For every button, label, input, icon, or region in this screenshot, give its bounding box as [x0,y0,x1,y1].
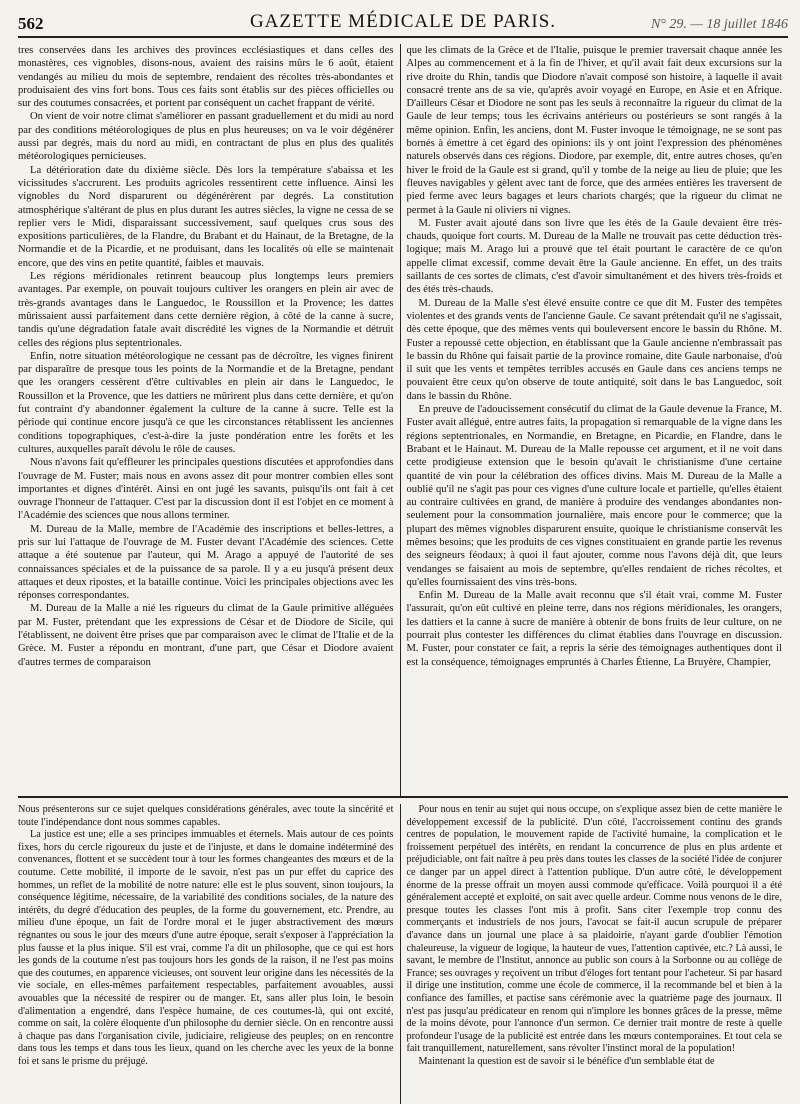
paragraph: Nous présenterons sur ce sujet quelques considérations générales, avec toute la sincérité et toute l'indépendance dont nous sommes capables. [18,804,394,828]
issue-info: N° 29. — 18 juillet 1846 [650,17,788,32]
page-number: 562 [18,14,44,33]
paragraph: Les régions méridionales retinrent beaucoup plus longtemps leurs premiers avantages. Par exemple, on pouvait toujours cultiver les orangers en plein air avec de très-grands avantages dans le Languedoc, le Roussillon et la Provence; les dattes mûrissaient aussi parfaitement dans cette dernière région, à côté de la canne à sucre, tandis qu'une dégradation fatale avait discrédité les vignes de la Normandie et détruit celles des régions plus septentrionales. [18,271,394,349]
lower-right-column [401,804,789,1104]
upper-right-column [401,44,789,796]
paragraph: Enfin, notre situation météorologique ne cessant pas de décroître, les vignes finirent par disparaître de presque tous les points de la Normandie et de la Bretagne, pendant que les orangers cessèrent d'être cultivables en plein air dans le Languedoc, le Roussillon et la Provence, que les dattiers ne mûrirent plus dans cette dernière, et qu'on fut contraint d'y abandonner également la culture de la canne à sucre. Telle est la période qui continue encore jusqu'à ce que les circonstances rétablissent les anciennes conditions topographiques, c'est-à-dire la juste pondération entre les forêts et les cultures, auxquelles paraît dévolu le rôle de causes. [18,350,394,455]
upper-section [18,44,788,798]
paragraph: M. Dureau de la Malle s'est élevé ensuite contre ce que dit M. Fuster des tempêtes violentes et des grands vents de l'ancienne Gaule. Ce savant prétendait qu'il ne s'agissait, dès cette époque, que des mêmes vents qui bouleversent encore le bassin du Rhône. M. Fuster a repoussé cette objection, en établissant que la Gaule ancienne n'embrassait pas le bassin du Rhône qui faisait partie de la province romaine, dite Gaule narbonaise, d'où il suit que les vents et tempêtes terribles accusés en Gaule dans ces anciens temps ne pouvaient être ceux qu'on observe de toute antiquité, soit dans le bas Languedoc, soit dans le bassin du Rhône. [406,297,783,402]
paragraph: que les climats de la Grèce et de l'Italie, puisque le premier traversait chaque année les Alpes au commencement et à la fin de l'hiver, et qu'il avait fait deux excursions sur la rive droite du Rhin, tandis que Diodore n'avait composé son histoire, à laquelle il avait consacré trente ans de sa vie, qu'après avoir voyagé en Europe, en Asie et en Afrique. D'ailleurs César et Diodore ne sont pas les seuls à reconnaître la rigueur du climat de la Gaule de leur temps; tous les écrivains antérieurs ou postérieurs se sont rangés à la même opinion. Enfin, les anciens, dont M. Fuster invoque le témoignage, ne se sont pas bornés à émettre à cet égard des opinions: ils y ont joint l'expression des phénomènes naturels observés dans ces régions. Diodore, par exemple, dit, entre autres choses, qu'en hiver le froid de la Gaule est si grand, qu'il y tombe de la neige au lieu de pluie; que les fleuves navigables y gèlent avec tant de force, que des armées entières les traversent de pied ferme avec leurs bagages et leurs chariots chargés; que la rigueur du climat ne permet à la Gaule ni oliviers ni vignes. [406,45,782,216]
masthead [18,8,788,38]
paragraph: M. Fuster avait ajouté dans son livre que les étés de la Gaule devaient être très-chauds, quoique fort courts. M. Dureau de la Malle ne trouvait pas cette déduction très-logique; mais M. Arago lui a prouvé que tel était pourtant le caractère de ce qu'on appelle climat excessif, comme devait être la Gaule ancienne. En effet, un des traits saillants de ces sortes de climats, c'est d'avoir simultanément et des hivers très-froids et des étés très-chauds. [406,217,782,296]
paragraph: M. Dureau de la Malle a nié les rigueurs du climat de la Gaule primitive alléguées par M. Fuster, prétendant que les expressions de César et de Diodore de Sicile, qui l'établissent, ne doivent être prises que par comparaison avec le climat de l'Italie et de la Grèce. M. Fuster a répondu en montrant, d'une part, que César et Diodore avaient d'autres termes de comparaison [18,603,394,668]
lower-section [18,804,788,1104]
lower-left-column [18,804,401,1104]
paragraph: tres conservées dans les archives des provinces ecclésiastiques et dans celles des monastères, ces vignobles, disons-nous, avaient des raisins mûrs le 6 août, étaient vendangés au milieu du mois de septembre, rendaient des récoltes très-abondantes et produisaient des vins fort bons. Tous ces faits sont établis sur des pièces officielles ou sur des coutumes consacrées, et portent par conséquent un cachet frappant de vérité. [18,45,394,110]
paragraph: La détérioration date du dixième siècle. Dès lors la température s'abaissa et les vicissitudes s'accrurent. Les produits agricoles ressentirent cette influence. Ainsi les vignobles du Nord disparurent ou dégénérèrent par degrés. La constitution atmosphérique s'altérant de plus en plus durant les autres siècles, la vigne ne cessa de se replier vers le Midi, disparaissant successivement, sauf quelques crus sous des expositions particulières, de la Flandre, du Brabant et du Hainaut, de la Bretagne, de la Normandie et de la Picardie, et ne produisant, dans les localités où elle se maintenait encore, que des vins en petite quantité, faibles et mauvais. [18,164,394,269]
paragraph: Pour nous en tenir au sujet qui nous occupe, on s'explique assez bien de cette manière le développement excessif de la publicité. D'un côté, l'accroissement continu des grands centres de population, le mouvement rapide de l'activité humaine, la complication et le froissement perpétuel des intérêts, en rendant la concurrence de plus en plus ardente et préjudiciable, ont fait naître à peu près dans toutes les classes de la société l'idée de conjurer ce danger par un appel direct à l'attention publique. D'un autre côté, le développement énorme de la presse offrait un moyen aussi commode qu'efficace. Voilà pourquoi il a été généralement accepté et exploité, on sait avec quelle ardeur. Comme nous venons de le dire, presque toutes les classes l'ont mis à profit. Sans citer l'exemple trop connu des commerçants et industriels de nos jours, l'avocat se fait-il aucun scrupule de préparer d'avance dans un journal une place à sa plaidoirie, n'ayant garde d'oublier l'émotion chaleureuse, la vigueur de logique, la hauteur de vues, l'attention captivée, etc.? Là aussi, le savant, le membre de l'Institut, annonce au public son cours à la Sorbonne ou au collège de France; ses ouvrages y reçoivent un tribut d'éloges fort tentant pour l'acheteur. Si par hasard il dirige une institution, comme une école de commerce, il la recommande bel et bien à la confiance des familles, et pactise sans cérémonie avec la quatrième page des journaux. Il n'est pas jusqu'au prédicateur en renom qui n'implore les bonnes grâces de la presse, même de la moins dévote, pour l'annonce d'un sermon. Ce dernier trait montre de reste à quelle profondeur l'usage de la publicité est entrée dans les mœurs contemporaines. Et tout cela se fait tranquillement, naturellement, sans révolter l'instinct moral de la population! [406,804,783,1055]
paragraph: On vient de voir notre climat s'améliorer en passant graduellement et du midi au nord par des conditions météorologiques de plus en plus heureuses; on va le voir dégénérer aussi par degrés, mais du nord au midi, en contractant de plus en plus des qualités météorologiques pernicieuses. [18,111,394,163]
paragraph: En preuve de l'adoucissement consécutif du climat de la Gaule devenue la France, M. Fuster avait allégué, entre autres faits, la propagation si remarquable de la vigne dans les régions septentrionales, en Normandie, en Bretagne, en Picardie, en Flandre, dans le Brabant et le Hainaut. M. Dureau de la Malle repousse cet argument, et il ne voit dans cette prodigieuse extension que le besoin qu'avait le christianisme d'une certaine quantité de vin pour la célébration des offices divins. Mais M. Dureau de la Malle a oublié qu'il ne s'agit pas pour ces vignes d'une culture locale et partielle, qu'elles étaient au contraire cultivées en grand, de manière à produire des vendanges abondantes non-seulement pour la consommation journalière, mais encore pour le commerce; que la plupart des mêmes vignobles disparurent ensuite, quoique le christianisme conservât les mêmes besoins; que les produits de ces vignes constituaient en grande partie les revenus des seigneurs féodaux; à quoi il faut ajouter, comme nous l'avons déjà dit, que leurs vendanges se faisaient au mois de septembre, qu'elles rendaient de riches récoltes, et qu'elles fournissaient des vins très-bons. [406,404,782,588]
paragraph: Enfin M. Dureau de la Malle avait reconnu que s'il était vrai, comme M. Fuster l'assurait, qu'on eût cultivé en pleine terre, dans nos régions méridionales, les orangers, les dattiers et la canne à sucre de manière à obtenir de bons fruits de leur culture, on ne pourrait plus contester les différences du climat établies dans l'ouvrage en discussion. M. Fuster, pour constater ce fait, a repris la série des témoignages authentiques dont il est la conséquence, témoignages empruntés à Charles Étienne, La Bruyère, Champier, [406,590,782,668]
paragraph: Maintenant la question est de savoir si le bénéfice d'un semblable état de [418,1055,715,1067]
paragraph: M. Dureau de la Malle, membre de l'Académie des inscriptions et belles-lettres, a pris sur lui l'attaque de l'ouvrage de M. Fuster devant l'Académie des sciences. Cette attaque a été soutenue par l'auteur, qui M. Arago a appuyé de l'autorité de ses connaissances spéciales et de la puissance de sa parole. Il y a eu jusqu'à présent deux attaques et deux ripostes, et la bataille continue. Voici les principales objections avec les réponses correspondantes. [18,523,394,602]
upper-left-column [18,44,401,796]
paragraph: Nous n'avons fait qu'effleurer les principales questions discutées et approfondies dans l'ouvrage de M. Fuster; mais nous en avons assez dit pour montrer combien elles sont importantes et dignes d'intérêt. Ainsi en ont jugé les savants, puisqu'ils ont fait à cet ouvrage l'honneur de l'attaquer. C'est par la discussion dont il est l'objet en ce moment à l'Académie des sciences que nous allons terminer. [18,457,394,522]
journal-title: GAZETTE MÉDICALE DE PARIS. [249,11,557,32]
paragraph: La justice est une; elle a ses principes immuables et éternels. Mais autour de ces points fixes, hors du cercle rigoureux du juste et de l'injuste, et dans le domaine indéterminé des convenances, flottent et se succèdent tour à tour les formes changeantes des mœurs et de la coutume. Cette mobilité, il importe de le savoir, n'est pas un pur effet du caprice des hommes, un reflet de la mobilité de notre nature: elle est le plus souvent, sinon toujours, la conséquence légitime, nécessaire, de la variabilité des conditions sociales, de la nature des intérêts, du degré d'éducation des peuples, de la forme du gouvernement, etc. Prendre, au milieu d'une époque, un fait de l'ordre moral et le juger abstractivement des mœurs régnantes ou sous le jour des mœurs d'une autre époque, serait s'exposer à l'appréciation la plus fausse et la plus inique. S'il est vrai, comme l'a dit un philosophe, que ce qui est hors les gonds de la coutume n'est pas toujours hors les gonds de la raison, il ne l'est pas moins que des coutumes, en apparence vicieuses, ont souvent leur origine dans les nécessités de la vie sociale, en elles-mêmes parfaitement respectables, parfaitement avouables, aussi avouables que la nécessité de respirer ou de manger. Et, sans aller plus loin, le besoin d'alimentation a engendré, dans l'espèce humaine, de ces coutumes-là, qui ont excité, comme on sait, la colère éloquente d'un philosophe du dernier siècle. On en rencontre aussi à chaque pas dans l'organisation civile, judiciaire, religieuse des peuples; on en rencontre dans tous les temps et dans tous les lieux, quand on les cherche avec les yeux de la bonne foi et sans le prisme du préjugé. [18,829,394,1067]
